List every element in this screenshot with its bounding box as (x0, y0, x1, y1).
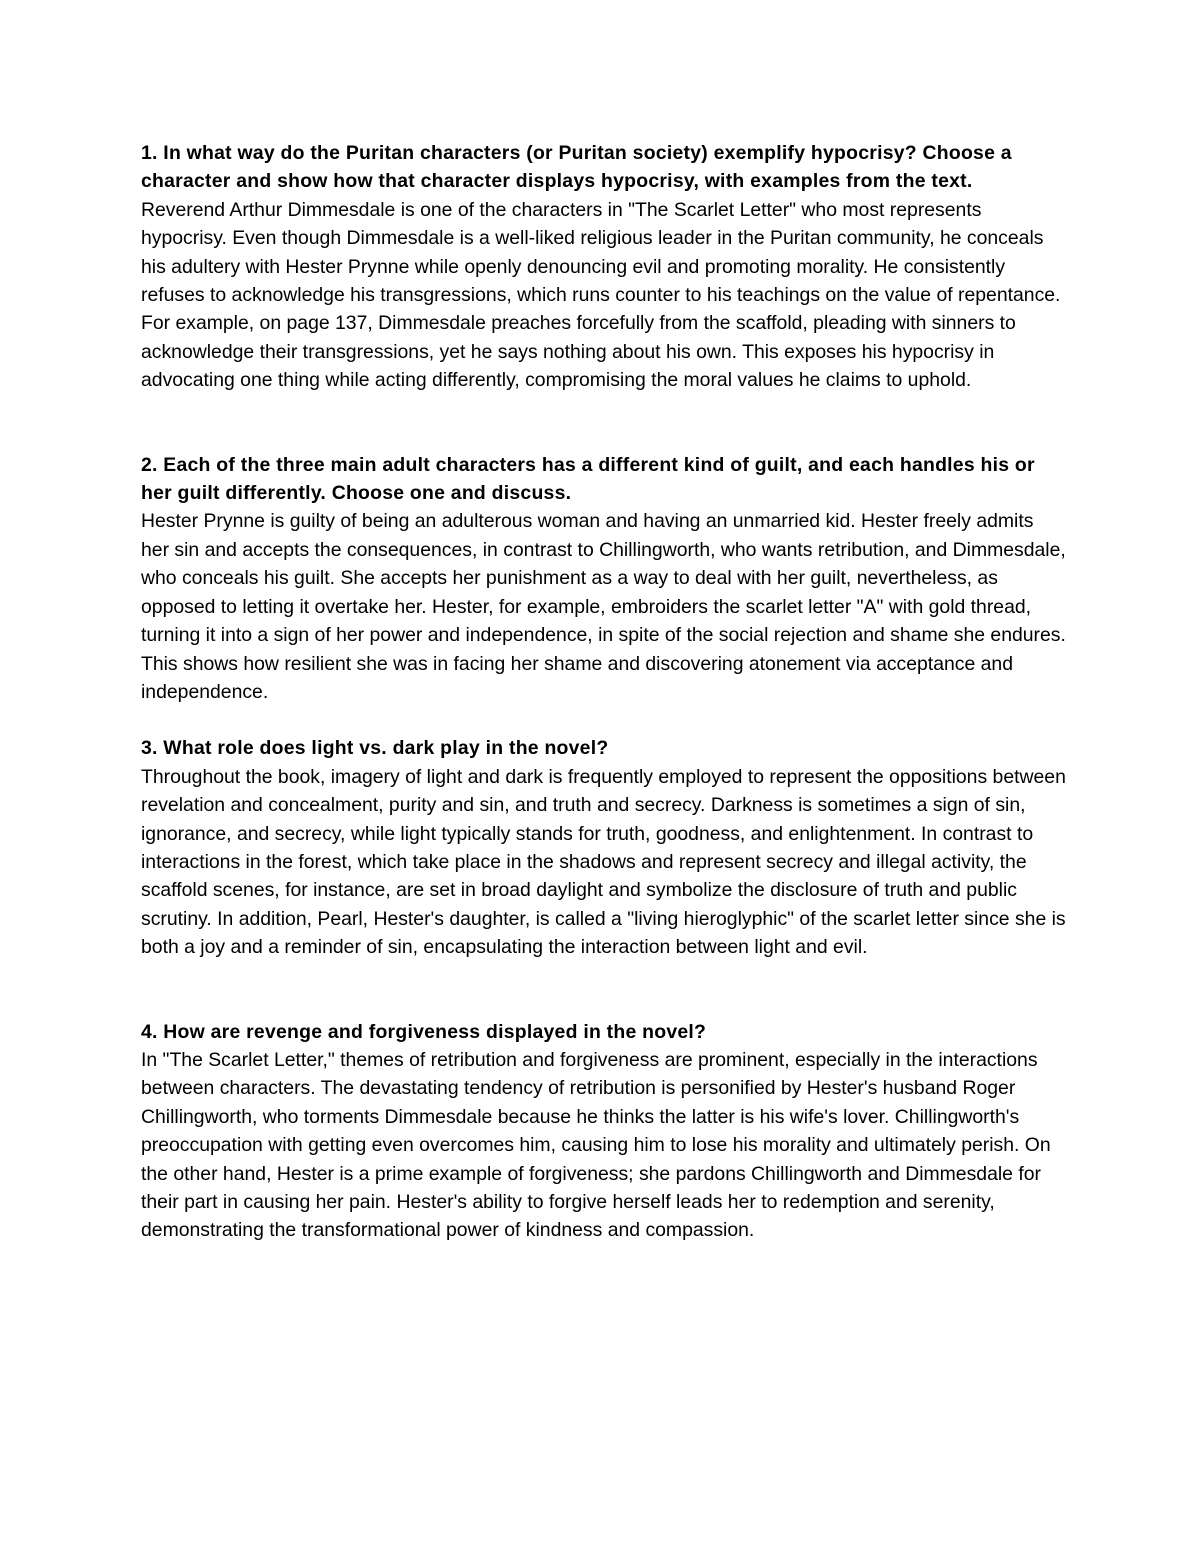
question-block-1 (141, 139, 1066, 395)
question-1-heading: 1. In what way do the Puritan characters (or Puritan society) exemplify hypocrisy? Choose a character and show how that character displays hypocrisy, with examples from the text. (141, 142, 1012, 193)
spacer (141, 962, 1066, 1018)
document-page (141, 139, 1066, 1245)
question-2-answer: Hester Prynne is guilty of being an adulterous woman and having an unmarried kid. Hester freely admits her sin and accepts the consequences, in contrast to Chillingworth, who wants retribution, and Dimmesdale, who conceals his guilt. She accepts her punishment as a way to deal with her guilt, nevertheless, as opposed to letting it overtake her. Hester, for example, embroiders the scarlet letter "A" with gold thread, turning it into a sign of her power and independence, in spite of the social rejection and shame she endures. This shows how resilient she was in facing her shame and discovering atonement via acceptance and independence. (141, 510, 1066, 703)
question-2-heading: 2. Each of the three main adult characters has a different kind of guilt, and each handles his or her guilt differently. Choose one and discuss. (141, 453, 1035, 505)
question-block-2 (141, 451, 1066, 707)
question-3-answer: Throughout the book, imagery of light and dark is frequently employed to represent the oppositions between revelation and concealment, purity and sin, and truth and secrecy. Darkness is sometimes a sign of sin, ignorance, and secrecy, while light typically stands for truth, goodness, and enlightenment. In contrast to interactions in the forest, which take place in the shadows and represent secrecy and illegal activity, the scaffold scenes, for instance, are set in broad daylight and symbolize the disclosure of truth and public scrutiny. In addition, Pearl, Hester's daughter, is called a "living hieroglyphic" of the scarlet letter since she is both a joy and a reminder of sin, encapsulating the interaction between light and evil. (141, 765, 1066, 959)
question-4-answer: In "The Scarlet Letter," themes of retribution and forgiveness are prominent, especially in the interactions between characters. The devastating tendency of retribution is personified by Hester's husband Roger Chillingworth, who torments Dimmesdale because he thinks the latter is his wife's lover. Chillingworth's preoccupation with getting even overcomes him, causing him to lose his morality and ultimately perish. On the other hand, Hester is a prime example of forgiveness; she pardons Chillingworth and Dimmesdale for their part in causing her pain. Hester's ability to forgive herself leads her to redemption and serenity, demonstrating the transformational power of kindness and compassion. (141, 1048, 1051, 1242)
spacer (141, 395, 1066, 451)
question-block-4 (141, 1018, 1066, 1245)
question-4-heading: 4. How are revenge and forgiveness displayed in the novel? (141, 1020, 707, 1043)
question-3-heading: 3. What role does light vs. dark play in the novel? (141, 737, 609, 760)
spacer (141, 706, 1066, 734)
question-1-answer: Reverend Arthur Dimmesdale is one of the characters in "The Scarlet Letter" who most represents hypocrisy. Even though Dimmesdale is a well-liked religious leader in the Puritan community, he conceals his adultery with Hester Prynne while openly denouncing evil and promoting morality. He consistently refuses to acknowledge his transgressions, which runs counter to his teachings on the value of repentance. For example, on page 137, Dimmesdale preaches forcefully from the scaffold, pleading with sinners to acknowledge their transgressions, yet he says nothing about his own. This exposes his hypocrisy in advocating one thing while acting differently, compromising the moral values he claims to uphold. (141, 198, 1061, 392)
question-block-3 (141, 734, 1066, 961)
